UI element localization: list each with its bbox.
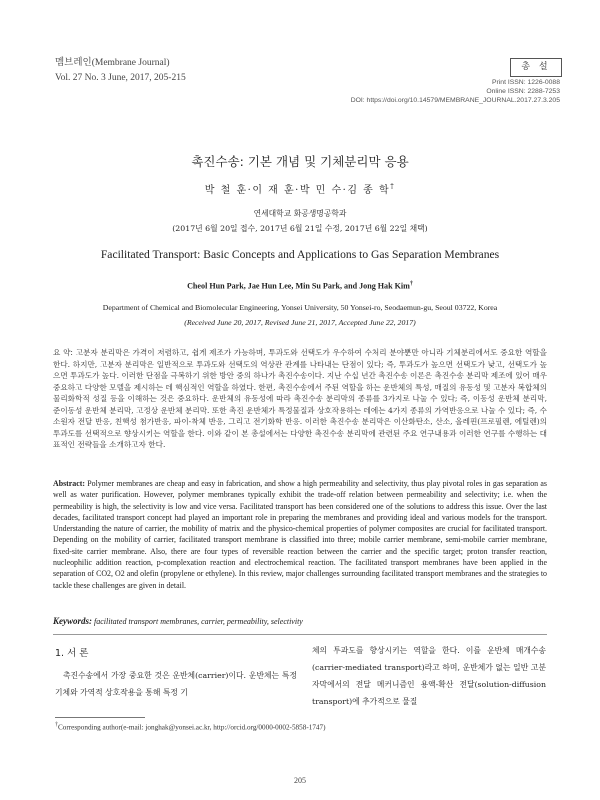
korean-dates: (2017년 6월 20일 접수, 2017년 6월 21일 수정, 2017년 6월 22일 채택)	[172, 224, 428, 233]
corresponding-author-footnote	[55, 722, 326, 731]
english-abstract-text: Polymer membranes are cheap and easy in fabrication, and show a high permeability and selectivity, thus play pivotal roles in gas separation as well as water purification. However, polymer membranes typically exhibit the trade-off relation between permeability and selectivity; i.e. when the permeability is high, the selectivity is low and vice versa. Facilitated transport has been considered one of the solutions to address this issue. Over the last decades, facilitated transport concept had played an important role in preparing the membranes and providing ideal and various models for the transport. Understanding the nature of carrier, the mobility of matrix and the physico-chemical properties of polymer composites are crucial for facilitated transport. Depending on the mobility of carrier, facilitated transport membrane is classified into three; mobile carrier membrane, semi-mobile carrier membrane, fixed-site carrier membrane. Also, there are four types of reversible reaction between the carrier and the specific target; proton transfer reaction, nucleophilic addition reaction, p-complexation reaction and electrochemical reaction. The facilitated transport membranes have been applied in the separation of CO2, O2 and olefin (propylene or ethylene). In this review, major challenges surrounding facilitated transport membranes and the strategies to tackle these challenges are given in detail.	[53, 479, 547, 590]
footnote-mark: †	[55, 722, 58, 728]
print-issn: Print ISSN: 1226-0088	[491, 79, 560, 86]
english-abstract-label: Abstract:	[53, 479, 85, 488]
english-authors	[0, 281, 600, 291]
english-author-mark: †	[409, 281, 413, 287]
journal-header	[55, 56, 186, 86]
article-type-badge: 총 설	[510, 58, 562, 77]
intro-right-column: 체의 투과도를 향상시키는 역할을 한다. 이를 운반체 매개수송(carrier-mediated transport)라고 하며, 운반체가 없는 일반 고분자막에서의 전달 메커니즘인 용액-확산 전달(solution-diffusion transport)에 추가적으로 물질	[312, 646, 546, 706]
section-divider	[53, 634, 547, 635]
issn-block	[351, 78, 560, 105]
intro-left-column: 촉진수송에서 가장 중요한 것은 운반체(carrier)이다. 운반체는 특정 기체와 가역적 상호작용을 통해 특정 기	[55, 671, 297, 697]
english-abstract	[53, 478, 547, 591]
korean-title: 촉진수송: 기본 개념 및 기체분리막 응용	[191, 154, 409, 169]
section-heading-introduction: 1. 서 론	[55, 648, 89, 659]
english-dates: (Received June 20, 2017, Revised June 21, 2017, Accepted June 22, 2017)	[184, 318, 416, 327]
doi-link[interactable]: DOI: https://doi.org/10.14579/MEMBRANE_JOURNAL.2017.27.3.205	[350, 97, 560, 104]
online-issn: Online ISSN: 2288-7253	[486, 88, 560, 95]
korean-abstract-text: 고분자 분리막은 가격이 저렴하고, 쉽게 제조가 가능하며, 투과도와 선택도가 우수하여 수처리 분야뿐만 아니라 기체분리에서도 중요한 역할을 한다. 하지만, 고분자 분리막은 일반적으로 투과도와 선택도의 역상관 관계를 나타내는 단점이 있다; 즉, 투과도가 높으면 선택도가 낮고, 선택도가 높으면 투과도가 높다. 이러한 단점을 극복하기 위한 방안 중의 하나가 촉진수송이다. 지난 수십 년간 촉진수송 이론은 촉진수송 분리막 제조에 있어 매우 중요하고 다양한 모델을 제시하는 데 핵심적인 역할을 하였다. 한편, 촉진수송에서 주된 역할을 하는 운반체의 특성, 매질의 유동성 및 고분자 복합체의 물리화학적 성질 등을 이해하는 것은 중요하다. 운반체의 유동성에 따라 촉진수송 분리막의 종류를 3가지로 나눌 수 있다; 즉, 이동성 운반체 분리막, 준이동성 운반체 분리막, 고정상 운반체 분리막. 또한 촉진 운반체가 특정물질과 상호작용하는 데에는 4가지 종류의 가역반응으로 나눌 수 있다; 즉, 수소원자 전달 반응, 친핵성 첨가반응, 파이-착체 반응, 그리고 전기화학 반응. 이러한 촉진수송 분리막은 이산화탄소, 산소, 올레핀(프로필렌, 에틸렌)의 투과도를 선택적으로 향상시키는 역할을 한다. 이와 같이 본 총설에서는 다양한 촉진수송 분리막에 관련된 주요 연구내용과 이러한 연구를 수행하는 대표적인 전략들을 소개하고자 한다.	[53, 348, 547, 449]
korean-abstract-label: 요 약:	[53, 348, 73, 357]
korean-author-names: 박 철 훈·이 재 훈·박 민 수·김 종 학	[204, 185, 391, 196]
footnote-text: Corresponding author(e-mail: jonghak@yonsei.ac.kr, http://orcid.org/0000-0002-5858-1747)	[58, 723, 326, 732]
english-affiliation: Department of Chemical and Biomolecular Engineering, Yonsei University, 50 Yonsei-ro, Seodaemun-gu, Seoul 03722, Korea	[102, 303, 498, 312]
korean-abstract	[53, 347, 547, 451]
keywords	[53, 616, 547, 626]
journal-volume: Vol. 27 No. 3 June, 2017, 205-215	[55, 73, 186, 83]
korean-authors	[0, 181, 600, 196]
english-author-names: Cheol Hun Park, Jae Hun Lee, Min Su Park, and Jong Hak Kim	[187, 281, 410, 291]
korean-author-mark: †	[390, 182, 396, 191]
korean-affiliation: 연세대학교 화공생명공학과	[253, 209, 347, 218]
english-title: Facilitated Transport: Basic Concepts and Applications to Gas Separation Membranes	[100, 248, 500, 261]
journal-name: 멤브레인(Membrane Journal)	[55, 58, 170, 68]
page-number: 205	[294, 776, 306, 785]
keywords-text: facilitated transport membranes, carrier, permeability, selectivity	[94, 617, 303, 626]
footnote-divider	[55, 717, 145, 718]
keywords-label: Keywords:	[53, 616, 92, 626]
